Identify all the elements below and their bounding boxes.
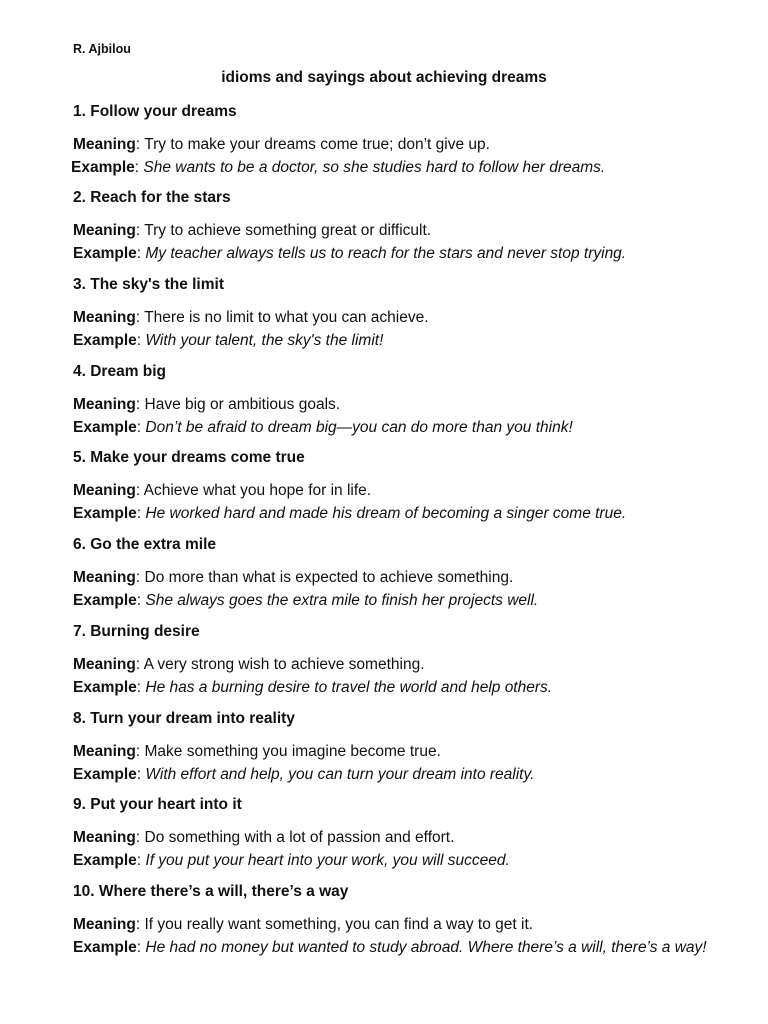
meaning-line: Meaning: Make something you imagine become true.	[73, 743, 441, 760]
idiom-heading: 5. Make your dreams come true	[73, 449, 305, 466]
example-label: Example	[73, 679, 137, 696]
meaning-text: If you really want something, you can find a way to get it.	[144, 916, 534, 933]
meaning-line: Meaning: Achieve what you hope for in life.	[73, 482, 372, 499]
example-line: Example: He worked hard and made his dream of becoming a singer come true.	[73, 505, 627, 522]
example-text: He worked hard and made his dream of becoming a singer come true.	[145, 505, 627, 522]
meaning-text: Do something with a lot of passion and effort.	[144, 829, 455, 846]
meaning-text: A very strong wish to achieve something.	[143, 656, 425, 673]
example-label: Example	[73, 939, 137, 956]
idiom-entry-7	[73, 622, 723, 699]
example-text: He has a burning desire to travel the world and help others.	[145, 679, 553, 696]
meaning-text: Make something you imagine become true.	[144, 743, 441, 760]
meaning-line: Meaning: A very strong wish to achieve something.	[73, 656, 425, 673]
meaning-label: Meaning	[73, 482, 136, 499]
idiom-heading: 7. Burning desire	[73, 623, 200, 640]
idiom-entry-4	[73, 362, 723, 439]
example-line: Example: She wants to be a doctor, so she studies hard to follow her dreams.	[71, 159, 606, 176]
example-label: Example	[73, 245, 137, 262]
example-label: Example	[73, 505, 137, 522]
example-text: She always goes the extra mile to finish her projects well.	[145, 592, 539, 609]
example-line: Example: Don’t be afraid to dream big—you can do more than you think!	[73, 419, 573, 436]
idiom-heading: 1. Follow your dreams	[73, 103, 237, 120]
idiom-entry-8	[73, 709, 723, 786]
meaning-label: Meaning	[73, 222, 136, 239]
meaning-label: Meaning	[73, 136, 136, 153]
idiom-heading: 10. Where there’s a will, there’s a way	[73, 883, 349, 900]
meaning-text: There is no limit to what you can achieve.	[144, 309, 429, 326]
example-text: With effort and help, you can turn your dream into reality.	[145, 766, 535, 783]
example-line: Example: My teacher always tells us to reach for the stars and never stop trying.	[73, 245, 627, 262]
meaning-label: Meaning	[73, 829, 136, 846]
idiom-entry-6	[73, 535, 723, 612]
example-label: Example	[73, 592, 137, 609]
idiom-entry-5	[73, 448, 723, 525]
example-label: Example	[73, 766, 137, 783]
meaning-label: Meaning	[73, 396, 136, 413]
meaning-text: Have big or ambitious goals.	[144, 396, 341, 413]
meaning-label: Meaning	[73, 309, 136, 326]
meaning-label: Meaning	[73, 656, 136, 673]
meaning-label: Meaning	[73, 569, 136, 586]
example-text: Don’t be afraid to dream big—you can do more than you think!	[145, 419, 573, 436]
idiom-heading: 6. Go the extra mile	[73, 536, 216, 553]
example-line: Example: With effort and help, you can turn your dream into reality.	[73, 766, 535, 783]
example-label: Example	[71, 159, 135, 176]
meaning-line: Meaning: There is no limit to what you can achieve.	[73, 309, 429, 326]
example-text: He had no money but wanted to study abroad. Where there’s a will, there’s a way!	[145, 939, 707, 956]
meaning-label: Meaning	[73, 916, 136, 933]
idiom-entry-1	[73, 102, 723, 179]
meaning-text: Do more than what is expected to achieve something.	[144, 569, 514, 586]
meaning-text: Try to make your dreams come true; don’t give up.	[144, 136, 490, 153]
example-line: Example: She always goes the extra mile to finish her projects well.	[73, 592, 539, 609]
meaning-line: Meaning: Try to make your dreams come true; don’t give up.	[73, 136, 490, 153]
example-line: Example: He has a burning desire to travel the world and help others.	[73, 679, 553, 696]
meaning-line: Meaning: Have big or ambitious goals.	[73, 396, 341, 413]
example-label: Example	[73, 419, 137, 436]
meaning-line: Meaning: Try to achieve something great or difficult.	[73, 222, 432, 239]
meaning-line: Meaning: Do something with a lot of passion and effort.	[73, 829, 455, 846]
meaning-text: Try to achieve something great or difficult.	[144, 222, 432, 239]
example-text: If you put your heart into your work, you will succeed.	[145, 852, 510, 869]
idiom-entry-2	[73, 188, 723, 265]
example-label: Example	[73, 332, 137, 349]
example-line: Example: If you put your heart into your work, you will succeed.	[73, 852, 510, 869]
meaning-text: Achieve what you hope for in life.	[143, 482, 372, 499]
meaning-label: Meaning	[73, 743, 136, 760]
idiom-entry-10	[73, 882, 723, 959]
idiom-heading: 3. The sky's the limit	[73, 276, 224, 293]
idiom-heading: 4. Dream big	[73, 363, 167, 380]
example-text: With your talent, the sky's the limit!	[145, 332, 384, 349]
idiom-heading: 2. Reach for the stars	[73, 189, 231, 206]
idiom-heading: 9. Put your heart into it	[73, 796, 242, 813]
document-title: idioms and sayings about achieving dreams	[221, 69, 547, 86]
example-text: My teacher always tells us to reach for the stars and never stop trying.	[145, 245, 627, 262]
meaning-line: Meaning: If you really want something, you can find a way to get it.	[73, 916, 534, 933]
example-text: She wants to be a doctor, so she studies hard to follow her dreams.	[143, 159, 606, 176]
meaning-line: Meaning: Do more than what is expected to achieve something.	[73, 569, 514, 586]
idiom-entry-3	[73, 275, 723, 352]
author-name: R. Ajbilou	[73, 42, 131, 56]
example-label: Example	[73, 852, 137, 869]
example-line: Example: With your talent, the sky's the limit!	[73, 332, 384, 349]
idiom-entry-9	[73, 795, 723, 872]
example-line: Example: He had no money but wanted to study abroad. Where there’s a will, there’s a way!	[73, 939, 707, 956]
idiom-heading: 8. Turn your dream into reality	[73, 710, 295, 727]
